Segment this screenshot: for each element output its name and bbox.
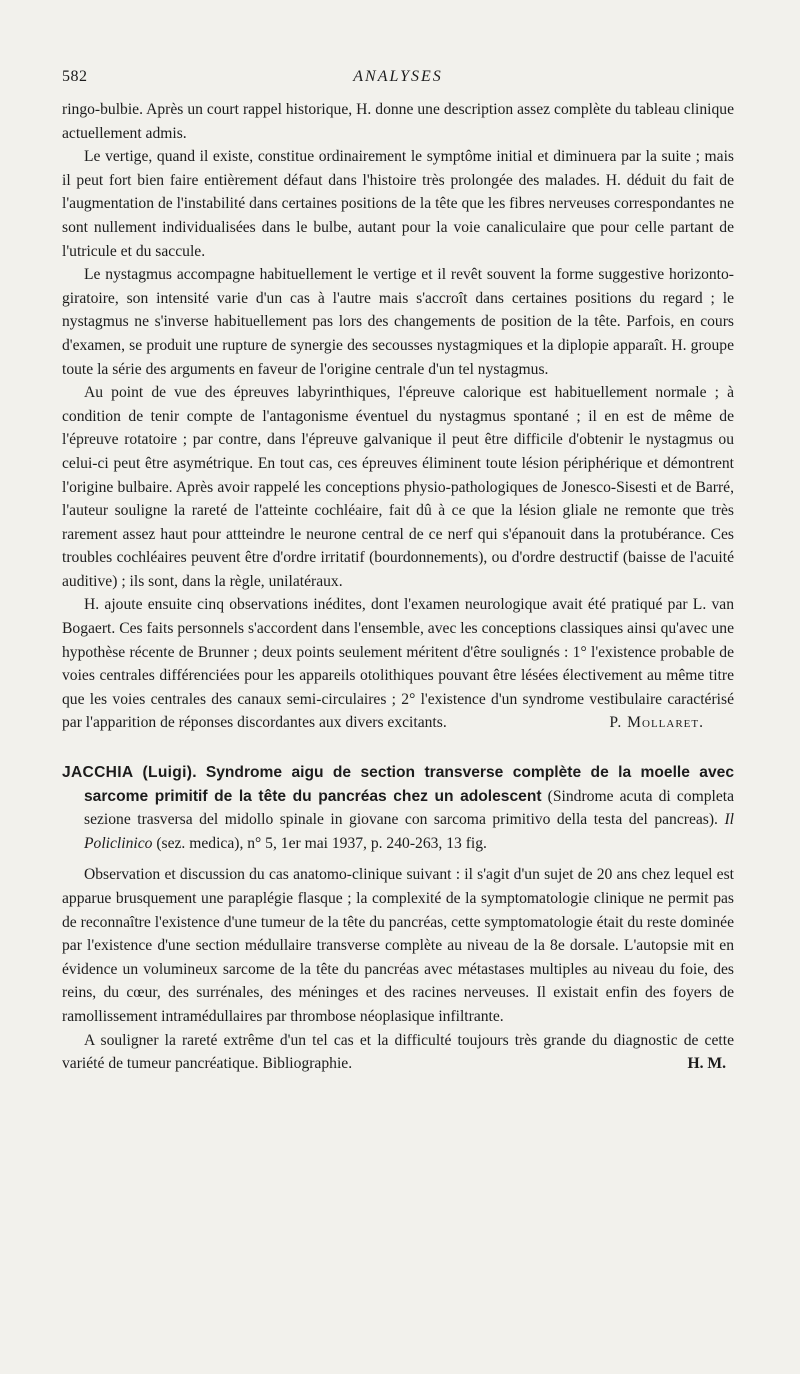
paragraph: Le vertige, quand il existe, constitue ordinairement le symptôme initial et diminuera par la suite ; mais il peut fort bien faire entièrement défaut dans l'histoire très prolongée des malades. H. déduit du fait de l'augmentation de l'instabilité dans certaines positions de la tête que les fibres nerveuses correspondantes ne sont nullement individualisées dans le bulbe, autant pour la voie canaliculaire que pour celle partant de l'utricule et du saccule.: [62, 148, 734, 260]
entry-original-title: (Sindrome acuta di completa sezione trasversa del midollo spinale in giovane con sarcoma primitivo della testa del pancreas).: [84, 787, 735, 829]
entry-title: Syndrome aigu de section transverse complète de la moelle avec sarcome primitif de la tête du pancréas chez un adolescent: [84, 764, 734, 805]
entry-journal: Il Policlinico: [84, 811, 734, 852]
running-title: ANALYSES: [353, 68, 443, 85]
entry-citation: (sez. medica), n° 5, 1er mai 1937, p. 240-263, 13 fig.: [156, 834, 487, 852]
review-mollaret: [62, 98, 734, 735]
page-number: 582: [62, 68, 88, 85]
paragraph-text: A souligner la rareté extrême d'un tel cas et la difficulté toujours très grande du diagnostic de cette variété de tumeur pancréatique. Bibliographie.: [62, 1031, 734, 1073]
paragraph: Observation et discussion du cas anatomo-clinique suivant : il s'agit d'un sujet de 20 ans chez lequel est apparue brusquement une paraplégie flasque ; la complexité de la symptomatologie clinique ne permit pas de reconnaître l'existence d'une tumeur de la tête du pancréas, cette symptomatologie était du reste dominée par l'existence d'une section médullaire transverse complète au niveau de la 8e dorsale. L'autopsie mit en évidence un volumineux sarcome de la tête du pancréas avec métastases multiples au niveau du foie, des reins, du cœur, des surrénales, des méninges et des racines nerveuses. Il existait enfin des foyers de ramollissement intramédullaires par thrombose néoplasique infiltrante.: [62, 866, 734, 1025]
paragraph: Au point de vue des épreuves labyrinthiques, l'épreuve calorique est habituellement normale ; à condition de tenir compte de l'antagonisme éventuel du nystagmus spontané ; il en est de même de l'épreuve rotatoire ; par contre, dans l'épreuve galvanique il peut être difficile d'obtenir le nystagmus ou celui-ci peut être asymétrique. En tout cas, ces épreuves éliminent toute lésion périphérique et démontrent l'origine bulbaire. Après avoir rappelé les conceptions physio-pathologiques de Jonesco-Sisesti et de Barré, l'auteur souligne la rareté de l'atteinte cochléaire, fait dû à ce que la lésion gliale ne remonte que très rarement assez haut pour attteindre le neurone central de ce nerf qui s'épanouit dans la protubérance. Ces troubles cochléaires peuvent être d'ordre irritatif (bourdonnements), ou d'ordre destructif (baisse de l'acuité auditive) ; ils sont, dans la règle, unilatéraux.: [62, 384, 734, 590]
review-jacchia: [62, 863, 734, 1075]
reviewer-signature: H. M.: [687, 1055, 726, 1073]
bibliographic-entry: [62, 761, 734, 855]
paragraph-text: H. ajoute ensuite cinq observations inédites, dont l'examen neurologique avait été pratiqué par L. van Bogaert. Ces faits personnels s'accordent dans l'ensemble, avec les conceptions classiques ainsi qu'avec une hypothèse récente de Brunner ; deux points seulement méritent d'être soulignés : 1° l'existence probable de voies centrales différenciées pour les appareils otolithiques pouvant être lésées électivement au même titre que les voies centrales des canaux semi-circulaires ; 2° l'existence d'un syndrome vestibulaire caractérisé par l'apparition de réponses discordantes aux divers excitants.: [62, 596, 734, 732]
reviewer-signature: P. Mollaret.: [609, 714, 704, 732]
paragraph: ringo-bulbie. Après un court rappel historique, H. donne une description assez complète du tableau clinique actuellement admis.: [62, 101, 734, 142]
paragraph: [62, 593, 734, 735]
paragraph: Le nystagmus accompagne habituellement le vertige et il revêt souvent la forme suggestive horizonto-giratoire, son intensité varie d'un cas à l'autre mais s'accroît dans certaines positions du regard ; le nystagmus ne s'inverse habituellement pas lors des changements de position de la tête. Parfois, en cours d'examen, se produit une rupture de synergie des secousses nystagmiques et la diplopie apparaît. H. groupe toute la série des arguments en faveur de l'origine centrale d'un tel nystagmus.: [62, 266, 734, 378]
entry-author: JACCHIA (Luigi).: [62, 764, 197, 782]
paragraph: [62, 1029, 734, 1076]
page-header: [62, 68, 734, 98]
